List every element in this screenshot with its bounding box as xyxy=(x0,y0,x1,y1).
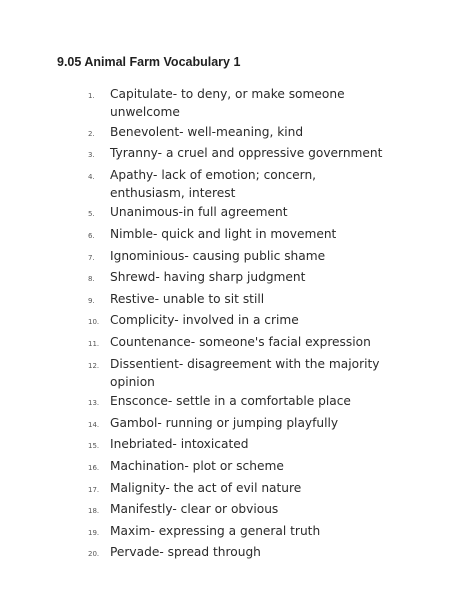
list-item-number: 6. xyxy=(88,231,95,240)
list-item-text: Ensconce- settle in a comfortable place xyxy=(110,394,351,409)
list-item xyxy=(88,85,468,121)
list-item-text: Manifestly- clear or obvious xyxy=(110,502,279,517)
list-item-number: 11. xyxy=(88,339,100,348)
list-item-number: 1. xyxy=(88,92,95,100)
list-item-number: 2. xyxy=(88,129,95,138)
list-item-text: Capitulate- to deny, or make someone unwelcome xyxy=(110,87,345,119)
list-item-text: Tyranny- a cruel and oppressive government xyxy=(110,146,383,161)
list-item-text: Nimble- quick and light in movement xyxy=(110,226,337,241)
list-item-number: 17. xyxy=(88,485,100,494)
list-item xyxy=(88,166,468,202)
list-item xyxy=(88,500,468,520)
list-item-number: 14. xyxy=(88,420,100,429)
list-item-number: 8. xyxy=(88,275,95,284)
list-item xyxy=(88,203,468,223)
list-item-text: Apathy- lack of emotion; concern, enthusiasm, interest xyxy=(110,167,317,200)
list-item-text: Unanimous-in full agreement xyxy=(110,205,288,220)
list-item-number: 12. xyxy=(88,361,100,370)
list-item-text: Dissentient- disagreement with the majority opinion xyxy=(110,356,380,389)
list-item-text: Maxim- expressing a general truth xyxy=(110,523,321,538)
list-item-number: 15. xyxy=(88,442,100,451)
list-item xyxy=(88,225,468,245)
list-item-text: Machination- plot or scheme xyxy=(110,458,284,473)
list-item-number: 9. xyxy=(88,296,95,305)
list-item xyxy=(88,144,468,164)
page-title: 9.05 Animal Farm Vocabulary 1 xyxy=(57,55,241,69)
list-item-number: 10. xyxy=(88,318,100,327)
list-item xyxy=(88,522,468,542)
list-item xyxy=(88,543,468,563)
list-item-number: 18. xyxy=(88,507,100,516)
list-item-text: Ignominious- causing public shame xyxy=(110,248,326,263)
list-item-number: 16. xyxy=(88,463,100,472)
vocabulary-list xyxy=(88,85,468,565)
list-item-text: Pervade- spread through xyxy=(110,545,261,560)
list-item-number: 3. xyxy=(88,151,95,160)
list-item-text: Restive- unable to sit still xyxy=(110,291,265,306)
list-item-number: 13. xyxy=(88,399,100,408)
list-item xyxy=(88,333,468,353)
list-item-number: 4. xyxy=(88,172,95,181)
list-item xyxy=(88,355,468,391)
list-item-text: Malignity- the act of evil nature xyxy=(110,480,302,495)
list-item-text: Gambol- running or jumping playfully xyxy=(110,415,339,430)
list-item xyxy=(88,290,468,310)
list-item-text: Benevolent- well-meaning, kind xyxy=(110,124,304,139)
list-item xyxy=(88,311,468,331)
list-item-text: Shrewd- having sharp judgment xyxy=(110,270,306,285)
list-item-text: Complicity- involved in a crime xyxy=(110,313,299,328)
list-item xyxy=(88,479,468,499)
list-item-text: Countenance- someone's facial expression xyxy=(110,334,371,349)
list-item-number: 20. xyxy=(88,550,100,559)
list-item-number: 19. xyxy=(88,528,100,537)
list-item-text: Inebriated- intoxicated xyxy=(110,437,249,452)
list-item xyxy=(88,457,468,477)
list-item xyxy=(88,247,468,267)
list-item-number: 5. xyxy=(88,210,95,219)
list-item-number: 7. xyxy=(88,253,95,262)
list-item xyxy=(88,435,468,455)
list-item xyxy=(88,123,468,143)
list-item xyxy=(88,414,468,434)
list-item xyxy=(88,268,468,288)
list-item xyxy=(88,392,468,412)
